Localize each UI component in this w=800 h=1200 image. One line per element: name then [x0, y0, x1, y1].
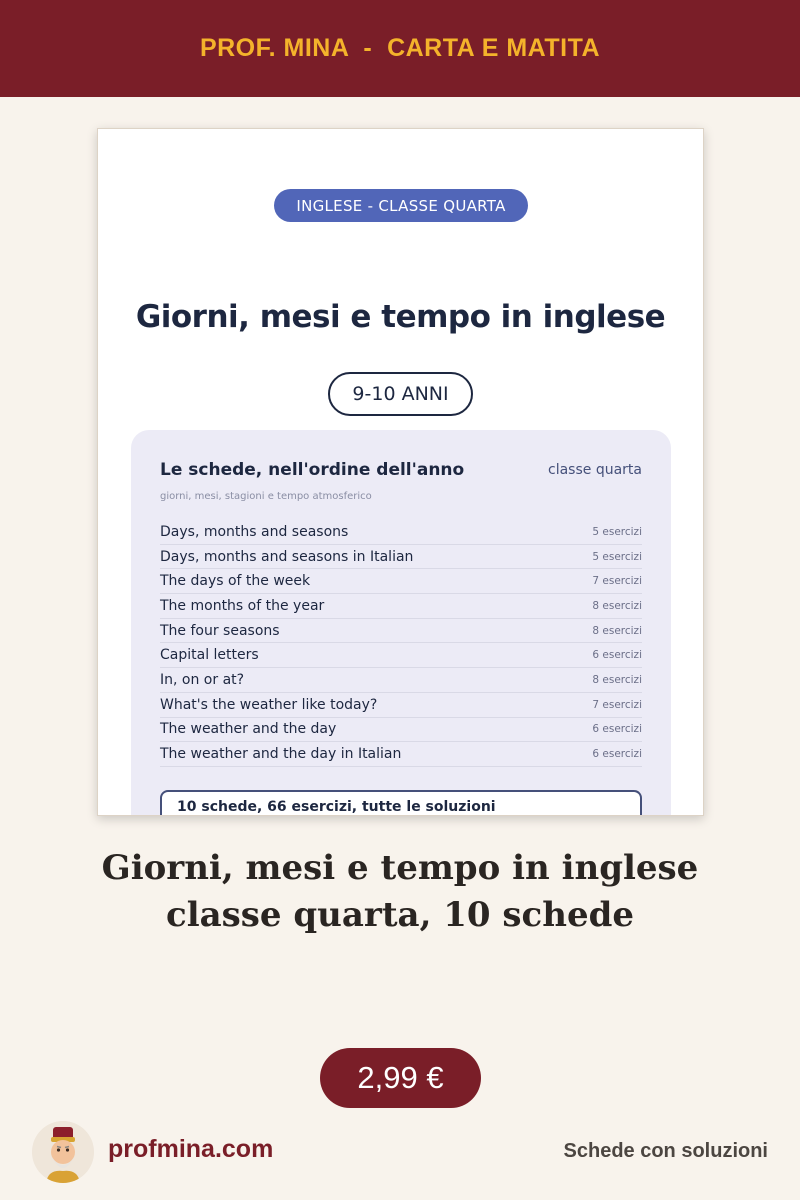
product-subtitle: classe quarta, 10 schede	[166, 895, 634, 935]
footer-note: Schede con soluzioni	[563, 1140, 768, 1162]
sheet-exercise-count: 6 esercizi	[592, 748, 642, 761]
sheet-row	[160, 668, 642, 693]
sheet-title: Capital letters	[160, 647, 259, 664]
document-title: Giorni, mesi e tempo in inglese	[135, 299, 666, 335]
site-link[interactable]: profmina.com	[108, 1135, 274, 1163]
sheet-title: What's the weather like today?	[160, 696, 378, 713]
sheet-title: Days, months and seasons in Italian	[160, 548, 414, 565]
sheet-row	[160, 718, 642, 743]
sheet-row	[160, 693, 642, 718]
sheet-exercise-count: 6 esercizi	[592, 723, 642, 736]
sheet-exercise-count: 7 esercizi	[592, 575, 642, 588]
price-button[interactable]: 2,99 €	[320, 1048, 481, 1108]
top-banner	[0, 0, 800, 97]
sheet-title: Days, months and seasons	[160, 523, 349, 540]
sheet-title: The four seasons	[160, 622, 280, 639]
sheet-row	[160, 742, 642, 767]
sheet-exercise-count: 6 esercizi	[592, 649, 642, 662]
brand-title: PROF. MINA - CARTA E MATITA	[199, 34, 601, 62]
sheet-title: The months of the year	[160, 597, 325, 614]
sheet-row	[160, 520, 642, 545]
sheet-exercise-count: 5 esercizi	[592, 550, 642, 563]
sheet-row	[160, 545, 642, 570]
sheet-title: The days of the week	[160, 573, 311, 590]
worksheet-preview[interactable]	[97, 128, 704, 816]
sheet-row	[160, 643, 642, 668]
index-grade-label: classe quarta	[548, 462, 642, 478]
index-heading: Le schede, nell'ordine dell'anno	[160, 460, 465, 480]
sheet-title: The weather and the day	[160, 721, 337, 738]
sheet-exercise-count: 8 esercizi	[592, 673, 642, 686]
sheet-index-panel	[131, 430, 671, 816]
sheet-title: The weather and the day in Italian	[160, 746, 402, 763]
sheet-exercise-count: 7 esercizi	[592, 698, 642, 711]
age-badge: 9-10 ANNI	[328, 372, 473, 416]
sheet-title: In, on or at?	[160, 671, 245, 688]
sheet-row	[160, 619, 642, 644]
sheet-exercise-count: 8 esercizi	[592, 599, 642, 612]
sheet-exercise-count: 5 esercizi	[592, 525, 642, 538]
sheet-row	[160, 594, 642, 619]
index-subtitle: giorni, mesi, stagioni e tempo atmosferico	[160, 491, 372, 502]
teacher-avatar-icon	[32, 1121, 94, 1183]
sheet-exercise-count: 8 esercizi	[592, 624, 642, 637]
summary-box: 10 schede, 66 esercizi, tutte le soluzioni	[160, 790, 642, 816]
product-title: Giorni, mesi e tempo in inglese	[101, 848, 699, 888]
subject-badge: INGLESE - CLASSE QUARTA	[274, 189, 528, 222]
sheet-list	[160, 520, 642, 767]
sheet-row	[160, 569, 642, 594]
